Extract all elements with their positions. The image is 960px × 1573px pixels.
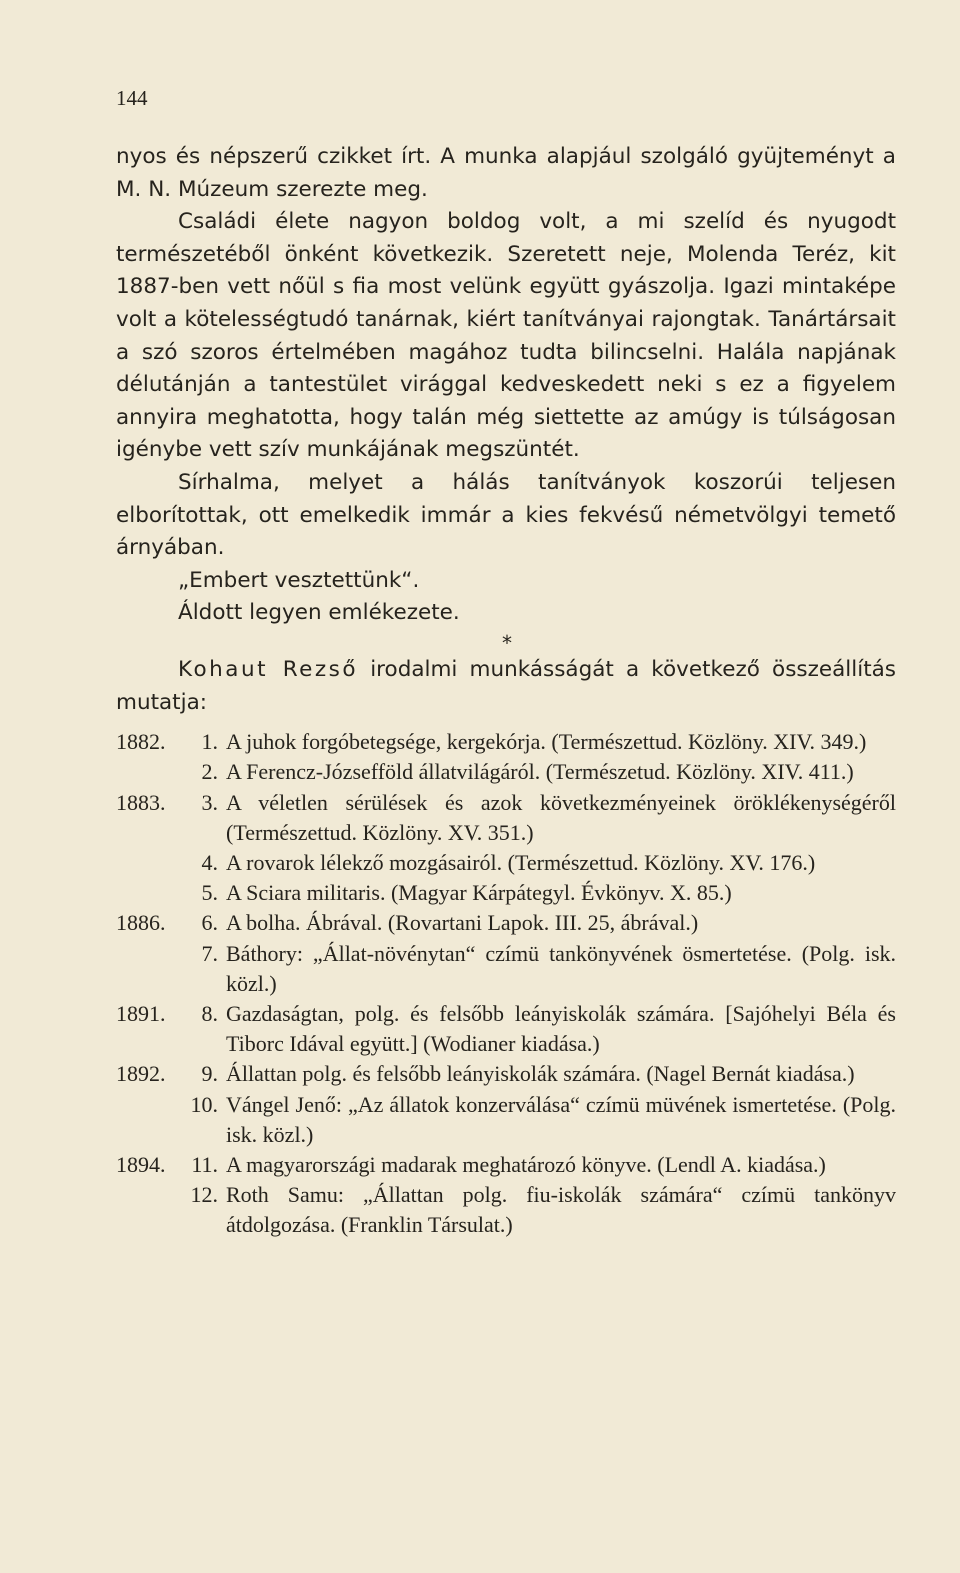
- work-title: A bolha. Ábrával. (Rovartani Lapok. III. 25, ábrával.): [226, 910, 699, 936]
- work-year: 1892.: [116, 1061, 166, 1087]
- work-title: Állattan polg. és felsőbb leányiskolák számára. (Nagel Bernát kiadása.): [226, 1061, 855, 1087]
- work-item: [116, 727, 896, 757]
- work-item: [116, 1180, 896, 1240]
- author-name: Kohaut Rezső: [178, 656, 359, 682]
- work-title: A Sciara militaris. (Magyar Kárpátegyl. Évkönyv. X. 85.): [226, 880, 732, 906]
- work-number: 6.: [201, 910, 218, 936]
- work-year: 1891.: [116, 1000, 166, 1026]
- work-year: 1883.: [116, 789, 166, 815]
- paragraph-1: nyos és népszerű czikket írt. A munka alapjául szolgáló gyüjteményt a M. N. Múzeum szerezte meg.: [116, 144, 896, 202]
- work-number: 7.: [201, 940, 218, 966]
- work-item: [116, 908, 896, 938]
- work-title: Báthory: „Állat-növénytan“ czímü tankönyvének ösmertetése. (Polg. isk. közl.): [226, 940, 896, 996]
- work-title: A Ferencz-Józsefföld állatvilágáról. (Természetud. Közlöny. XIV. 411.): [226, 759, 854, 785]
- work-item: [116, 848, 896, 878]
- work-number: 2.: [201, 759, 218, 785]
- work-title: Gazdaságtan, polg. és felsőbb leányiskolák számára. [Sajóhelyi Béla és Tiborc Idával együtt.] (Wodianer kiadása.): [226, 1000, 896, 1057]
- work-title: Vángel Jenő: „Az állatok konzerválása“ czímü müvének ismertetése. (Polg. isk. közl.): [226, 1091, 896, 1147]
- bibliography-intro: [116, 654, 896, 719]
- work-year: 1882.: [116, 729, 166, 755]
- work-number: 8.: [201, 1000, 218, 1026]
- work-item: [116, 1090, 896, 1150]
- work-title: A rovarok lélekző mozgásairól. (Természettud. Közlöny. XV. 176.): [226, 849, 816, 875]
- works-list: [116, 727, 896, 1240]
- work-item: [116, 1059, 896, 1089]
- work-number: 3.: [201, 789, 218, 815]
- work-number: 11.: [191, 1151, 218, 1177]
- work-number: 1.: [201, 729, 218, 755]
- intro-text: irodalmi munkásságát a következő összeállítás mutatja:: [116, 656, 897, 715]
- page-number: 144: [116, 86, 148, 110]
- work-item: [116, 878, 896, 908]
- page-text: [116, 141, 896, 1241]
- work-year: 1894.: [116, 1151, 166, 1177]
- work-number: 4.: [201, 849, 218, 875]
- paragraph-2: Családi élete nagyon boldog volt, a mi szelíd és nyugodt természetéből önként következik. Szeretett neje, Molenda Teréz, kit 1887-ben vett nőül s fia most velünk együtt gyászolja. Igazi mintaképe volt a kötelességtudó tanárnak, kiért tanítványai rajongtak. Tanártársait a szó szoros értelmében magához tudta bilincselni. Halála napjának délutánján a tantestület virággal kedveskedett neki s ez a figyelem annyira meghatotta, hogy talán még siettette az amúgy is túlságosan igénybe vett szív munkájának megszüntét.: [116, 209, 896, 463]
- work-number: 10.: [190, 1091, 218, 1117]
- work-item: [116, 788, 896, 848]
- work-item: [116, 1150, 896, 1180]
- quote-line-1: „Embert vesztettünk“.: [178, 567, 420, 593]
- section-separator: *: [502, 630, 512, 655]
- work-title: A véletlen sérülések és azok következményeinek öröklékenységéről (Természettud. Közlöny. XV. 351.): [226, 789, 896, 845]
- work-number: 12.: [190, 1182, 218, 1208]
- work-item: [116, 999, 896, 1059]
- work-number: 5.: [201, 880, 218, 906]
- quote-line-2: Áldott legyen emlékezete.: [178, 600, 460, 626]
- work-number: 9.: [201, 1061, 218, 1087]
- work-title: Roth Samu: „Állattan polg. fiu-iskolák számára“ czímü tankönyv átdolgozása. (Franklin Társulat.): [226, 1182, 896, 1238]
- paragraph-3: Sírhalma, melyet a hálás tanítványok koszorúi teljesen elborítottak, ott emelkedik immár a kies fekvésű németvölgyi temető árnyában.: [116, 469, 896, 561]
- work-year: 1886.: [116, 910, 166, 936]
- work-title: A magyarországi madarak meghatározó könyve. (Lendl A. kiadása.): [226, 1151, 826, 1177]
- work-item: [116, 757, 896, 787]
- work-title: A juhok forgóbetegsége, kergekórja. (Természettud. Közlöny. XIV. 349.): [226, 729, 867, 755]
- work-item: [116, 939, 896, 999]
